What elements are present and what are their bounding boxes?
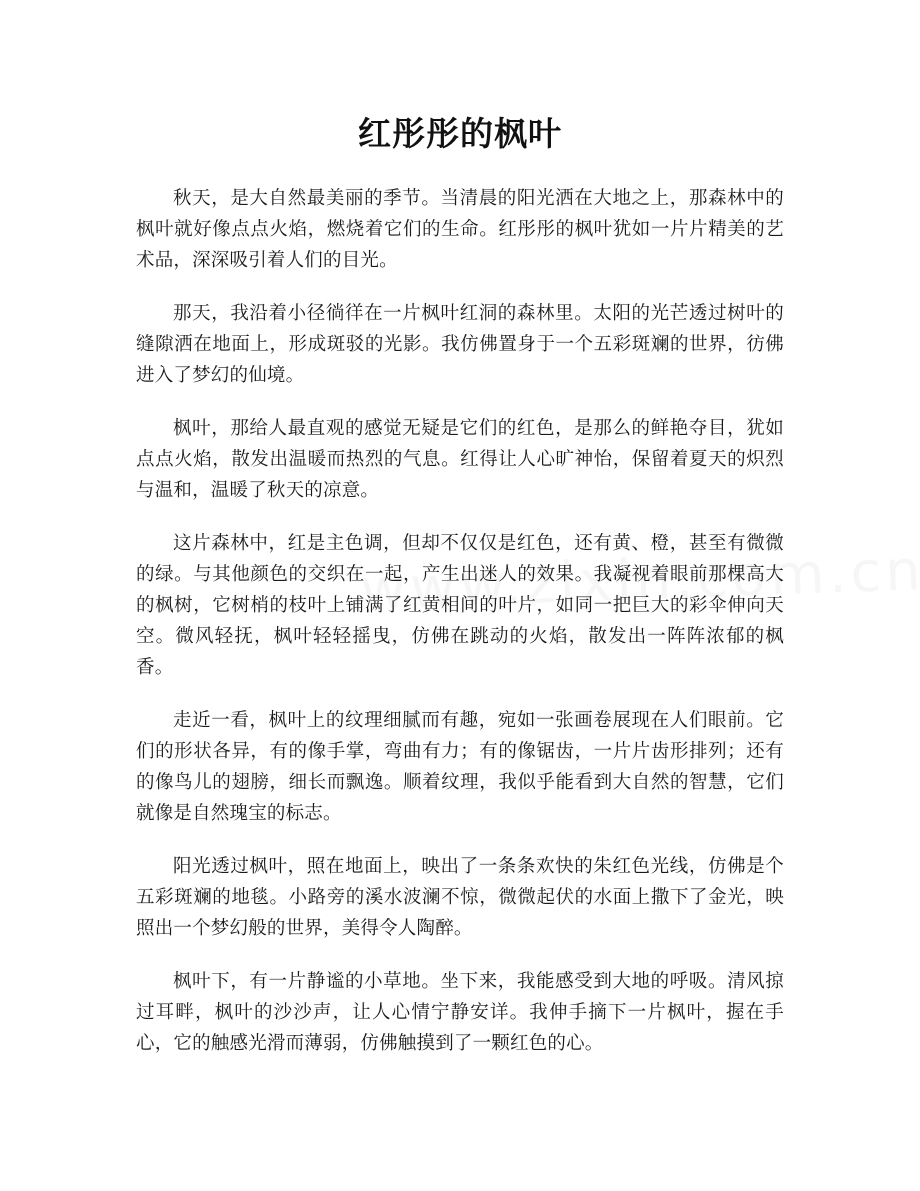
paragraph-2: 那天，我沿着小径徜徉在一片枫叶红洞的森林里。太阳的光芒透过树叶的缝隙洒在地面上，形成斑驳的光影。我仿佛置身于一个五彩斑斓的世界，彷佛进入了梦幻的仙境。 <box>136 303 784 386</box>
paragraph-5: 走近一看，枫叶上的纹理细腻而有趣，宛如一张画卷展现在人们眼前。它们的形状各异，有的像手掌，弯曲有力；有的像锯齿，一片片齿形排列；还有的像鸟儿的翅膀，细长而飘逸。顺着纹理，我似乎能看到大自然的智慧，它们就像是自然瑰宝的标志。 <box>136 710 784 824</box>
paragraph-7: 枫叶下，有一片静谧的小草地。坐下来，我能感受到大地的呼吸。清风掠过耳畔，枫叶的沙沙声，让人心情宁静安详。我伸手摘下一片枫叶，握在手心，它的触感光滑而薄弱，仿佛触摸到了一颗红色的心。 <box>136 971 784 1054</box>
document-body <box>136 183 784 1081</box>
paragraph-3: 枫叶，那给人最直观的感觉无疑是它们的红色，是那么的鲜艳夺目，犹如点点火焰，散发出温暖而热烈的气息。红得让人心旷神怡，保留着夏天的炽烈与温和，温暖了秋天的凉意。 <box>136 418 784 501</box>
paragraph-6: 阳光透过枫叶，照在地面上，映出了一条条欢快的朱红色光线，仿佛是个五彩斑斓的地毯。小路旁的溪水波澜不惊，微微起伏的水面上撒下了金光，映照出一个梦幻般的世界，美得令人陶醉。 <box>136 856 784 939</box>
paragraph-4: 这片森林中，红是主色调，但却不仅仅是红色，还有黄、橙，甚至有微微的绿。与其他颜色的交织在一起，产生出迷人的效果。我凝视着眼前那棵高大的枫树，它树梢的枝叶上铺满了红黄相间的叶片，如同一把巨大的彩伞伸向天空。微风轻抚，枫叶轻轻摇曳，仿佛在跳动的火焰，散发出一阵阵浓郁的枫香。 <box>136 533 784 678</box>
document-title: 红彤彤的枫叶 <box>358 114 562 153</box>
paragraph-1: 秋天，是大自然最美丽的季节。当清晨的阳光洒在大地之上，那森林中的枫叶就好像点点火焰，燃烧着它们的生命。红彤彤的枫叶犹如一片片精美的艺术品，深深吸引着人们的目光。 <box>136 188 784 271</box>
